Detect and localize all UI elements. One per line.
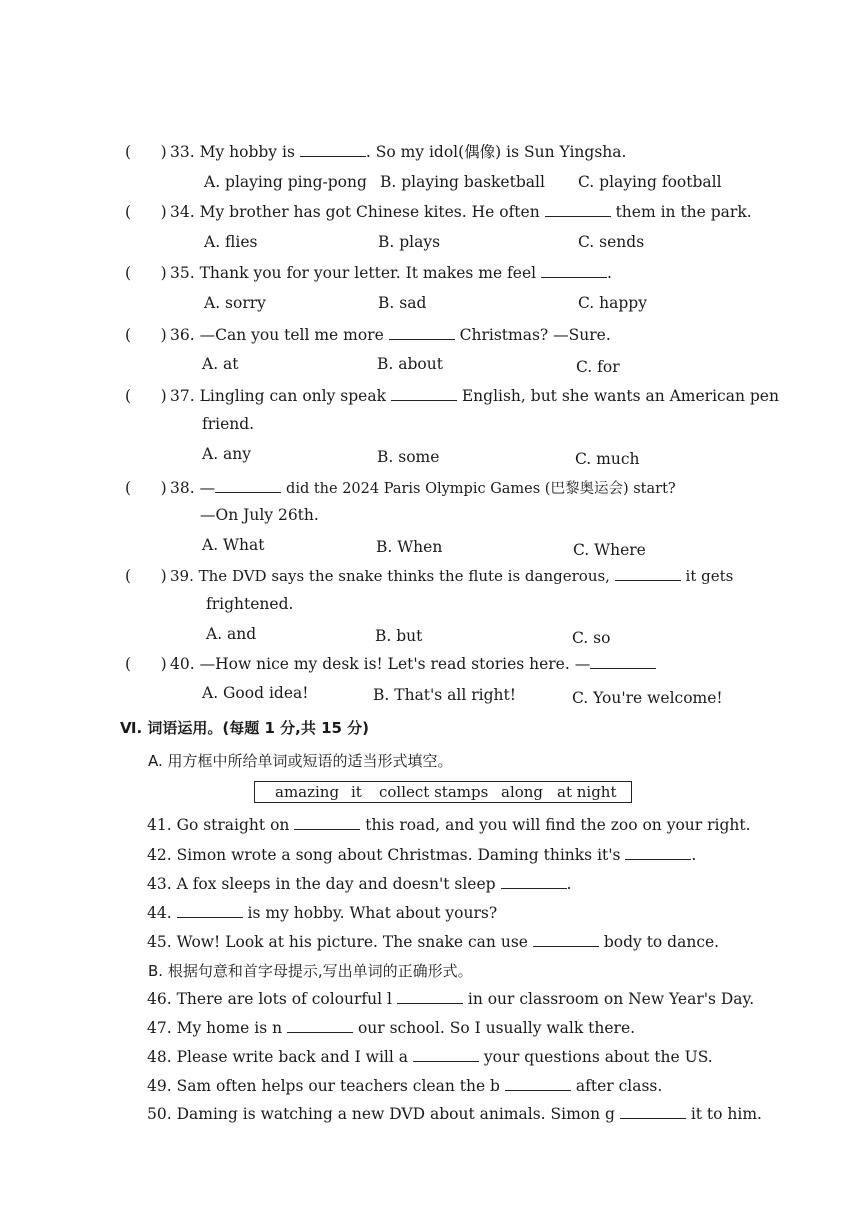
- question-continuation: —On July 26th.: [200, 506, 319, 524]
- option-a[interactable]: A. at: [202, 355, 239, 373]
- question-text: 35. Thank you for your letter. It makes me feel .: [170, 264, 612, 282]
- blank[interactable]: [615, 566, 681, 581]
- option-a[interactable]: A. sorry: [204, 294, 266, 312]
- question-text: 39. The DVD says the snake thinks the flute is dangerous, it gets: [170, 567, 734, 585]
- option-b[interactable]: B. sad: [378, 294, 427, 312]
- fill-item-48: 48. Please write back and I will a your questions about the US.: [147, 1048, 713, 1066]
- blank[interactable]: [391, 386, 457, 401]
- blank[interactable]: [533, 932, 599, 947]
- option-c[interactable]: C. happy: [578, 294, 647, 312]
- option-b[interactable]: B. about: [377, 355, 443, 373]
- question-text: 38. — did the 2024 Paris Olympic Games (巴黎奥运会) start?: [170, 479, 676, 497]
- fill-item-43: 43. A fox sleeps in the day and doesn't sleep .: [147, 875, 572, 893]
- option-c[interactable]: C. You're welcome!: [572, 689, 723, 707]
- blank[interactable]: [287, 1018, 353, 1033]
- option-c[interactable]: C. Where: [573, 541, 646, 559]
- fill-item-42: 42. Simon wrote a song about Christmas. Daming thinks it's .: [147, 846, 697, 864]
- blank[interactable]: [177, 903, 243, 918]
- answer-bracket[interactable]: ( ): [125, 203, 167, 221]
- option-a[interactable]: A. flies: [204, 233, 258, 251]
- blank[interactable]: [590, 654, 656, 669]
- answer-bracket[interactable]: ( ): [125, 326, 167, 344]
- option-c[interactable]: C. so: [572, 629, 611, 647]
- blank[interactable]: [620, 1104, 686, 1119]
- option-a[interactable]: A. playing ping-pong: [204, 173, 367, 191]
- blank[interactable]: [501, 874, 567, 889]
- word-bank-item: it: [351, 783, 362, 801]
- question-text: 33. My hobby is . So my idol(偶像) is Sun Yingsha.: [170, 143, 627, 161]
- part-a-instruction: A. 用方框中所给单词或短语的适当形式填空。: [148, 752, 453, 770]
- blank[interactable]: [294, 815, 360, 830]
- part-b-instruction: B. 根据句意和首字母提示,写出单词的正确形式。: [148, 962, 473, 980]
- option-b[interactable]: B. That's all right!: [373, 686, 516, 704]
- answer-bracket[interactable]: ( ): [125, 567, 167, 585]
- fill-item-45: 45. Wow! Look at his picture. The snake can use body to dance.: [147, 933, 720, 951]
- option-c[interactable]: C. for: [576, 358, 620, 376]
- word-bank-box: [254, 781, 632, 803]
- question-continuation: friend.: [202, 415, 255, 433]
- fill-item-50: 50. Daming is watching a new DVD about animals. Simon g it to him.: [147, 1105, 762, 1123]
- answer-bracket[interactable]: ( ): [125, 479, 167, 497]
- answer-bracket[interactable]: ( ): [125, 264, 167, 282]
- word-bank-item: collect stamps: [379, 783, 489, 801]
- section-title: Ⅵ. 词语运用。(每题 1 分,共 15 分): [120, 719, 370, 737]
- fill-item-49: 49. Sam often helps our teachers clean the b after class.: [147, 1077, 663, 1095]
- option-b[interactable]: B. but: [375, 627, 423, 645]
- blank[interactable]: [215, 478, 281, 493]
- fill-item-46: 46. There are lots of colourful l in our classroom on New Year's Day.: [147, 990, 755, 1008]
- fill-item-41: 41. Go straight on this road, and you will find the zoo on your right.: [147, 816, 751, 834]
- question-text: 34. My brother has got Chinese kites. He often them in the park.: [170, 203, 752, 221]
- option-a[interactable]: A. What: [202, 536, 265, 554]
- blank[interactable]: [545, 202, 611, 217]
- option-a[interactable]: A. any: [202, 445, 252, 463]
- option-a[interactable]: A. Good idea!: [202, 684, 309, 702]
- question-continuation: frightened.: [206, 595, 294, 613]
- answer-bracket[interactable]: ( ): [125, 655, 167, 673]
- answer-bracket[interactable]: ( ): [125, 387, 167, 405]
- option-b[interactable]: B. When: [376, 538, 443, 556]
- fill-item-47: 47. My home is n our school. So I usually walk there.: [147, 1019, 636, 1037]
- blank[interactable]: [413, 1047, 479, 1062]
- option-c[interactable]: C. playing football: [578, 173, 722, 191]
- blank[interactable]: [300, 142, 366, 157]
- blank[interactable]: [397, 989, 463, 1004]
- blank[interactable]: [541, 263, 607, 278]
- word-bank-item: along: [501, 783, 544, 801]
- option-c[interactable]: C. much: [575, 450, 640, 468]
- option-a[interactable]: A. and: [206, 625, 257, 643]
- word-bank-item: at night: [557, 783, 617, 801]
- fill-item-44: 44. is my hobby. What about yours?: [147, 904, 498, 922]
- option-b[interactable]: B. playing basketball: [380, 173, 545, 191]
- question-text: 36. —Can you tell me more Christmas? —Sure.: [170, 326, 611, 344]
- question-text: 37. Lingling can only speak English, but she wants an American pen: [170, 387, 779, 405]
- word-bank-item: amazing: [275, 783, 340, 801]
- option-c[interactable]: C. sends: [578, 233, 645, 251]
- blank[interactable]: [625, 845, 691, 860]
- option-b[interactable]: B. plays: [378, 233, 441, 251]
- blank[interactable]: [389, 325, 455, 340]
- option-b[interactable]: B. some: [377, 448, 440, 466]
- blank[interactable]: [505, 1076, 571, 1091]
- question-text: 40. —How nice my desk is! Let's read stories here. —: [170, 654, 656, 674]
- answer-bracket[interactable]: ( ): [125, 143, 167, 161]
